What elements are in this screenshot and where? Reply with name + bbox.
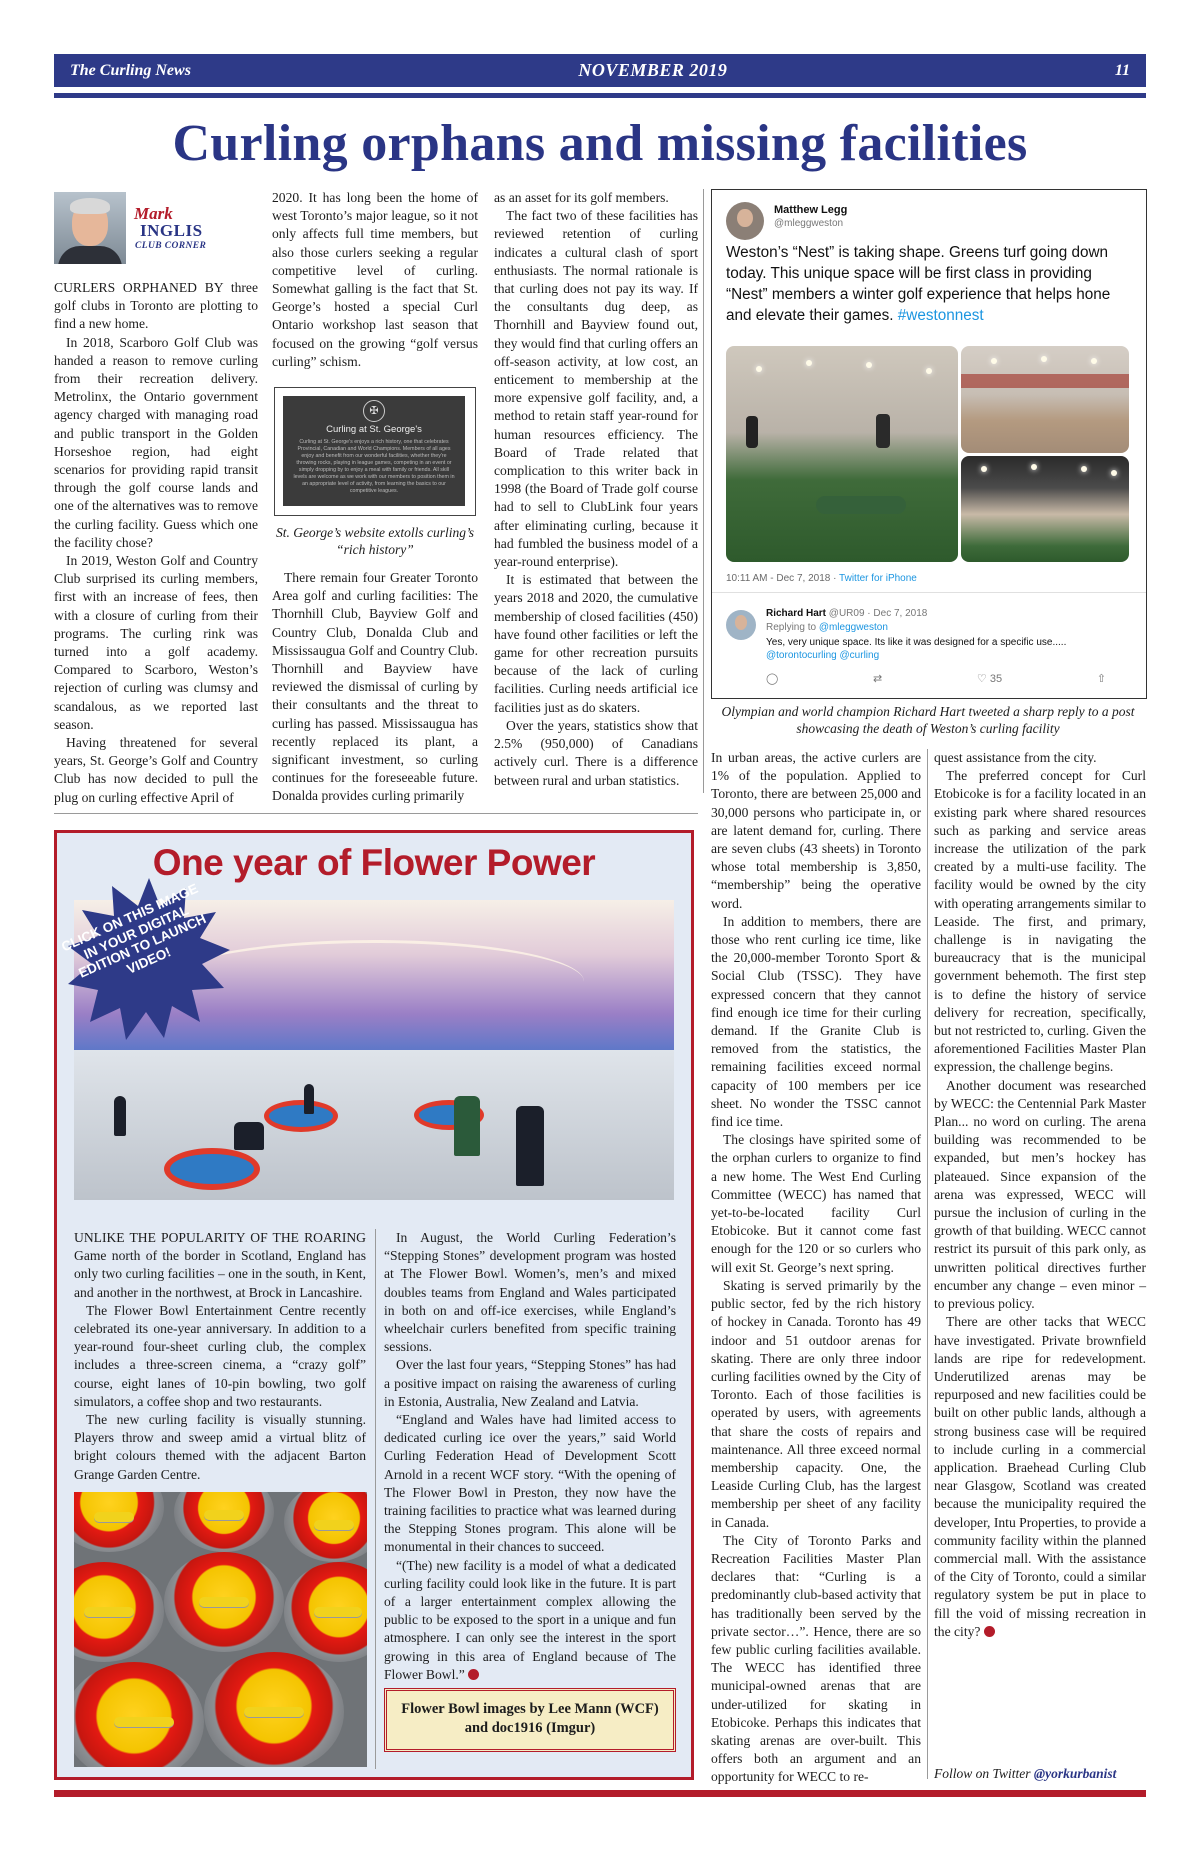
embedded-tweet <box>711 189 1147 699</box>
tweet-text: Weston’s “Nest” is taking shape. Greens turf going down today. This unique space will be first class in providing “Nest” members a winter golf experience that helps hone and elevate their games. #westonnest <box>726 244 1111 324</box>
paragraph: “(The) new facility is a model of what a dedicated curling facility could look like in the future. It is part of a larger entertainment complex allowing the public to be exposed to the sport in a unique and fun atmosphere. I can only see the interest in the sport growing in this area of England because of The Flower Bowl.” <box>384 1557 676 1682</box>
burst-text[interactable]: CLICK ON THIS IMAGE IN YOUR DIGITAL EDITION TO LAUNCH VIDEO! <box>59 880 209 981</box>
tweet-author-name: Matthew Legg <box>774 204 848 216</box>
twitter-handle-link[interactable]: @yorkurbanist <box>1033 1766 1117 1781</box>
paragraph: In addition to members, there are those who rent curling ice time, like the 20,000-member Toronto Sport & Social Club (TSSC). They have expressed concern that they cannot find enough ice time for their curling demand. If the Granite Club is removed from the statistics, the remaining facilities exceed normal capacity of 100 members per ice sheet. No wonder the TSSC cannot find ice time. <box>711 913 921 1130</box>
page-number: 11 <box>1114 61 1130 79</box>
like-button[interactable]: ♡ 35 <box>976 673 1003 685</box>
paragraph: In urban areas, the active curlers are 1% of the population. Applied to Toronto, there are between 25,000 and 30,000 persons who participate in, or are latent demand for, curling. There are seven clubs (43 sheets) in Toronto whose total membership is 3,850, “membership” being the operative word. <box>711 750 921 911</box>
replying-to: Replying to @mleggweston <box>766 622 888 633</box>
tweet-timestamp: 10:11 AM - Dec 7, 2018 · Twitter for iPhone <box>726 573 917 584</box>
twitter-follow: Follow on Twitter @yorkurbanist <box>934 1766 1117 1781</box>
end-mark-icon <box>468 1669 479 1680</box>
paragraph: There are other tacks that WECC have investigated. Private brownfield lands are ripe for redevelopment. Underutilized arenas may be repurposed and new facilities could be built on other public lands, although a strong business case will be required to include curling in a commercial application. Braehead Curling Club near Glasgow, Scotland was created because the municipality required the developer, Intu Properties, to provide a community facility within the planned commercial mall. With the assistance of the City of Toronto, could a similar regulatory system be put in place to fill the void of missing recreation in the city? <box>934 1314 1146 1639</box>
photo-credit: Flower Bowl images by Lee Mann (WCF) and doc1916 (Imgur) <box>401 1701 659 1736</box>
paragraph: It is estimated that between the years 2018 and 2020, the cumulative membership of closed facilities (450) have found other facilities or left the game for other recreation pursuits because of the lack of curling facilities. Curling needs artificial ice facilities just as do skaters. <box>494 572 698 715</box>
sidebar-column-1 <box>74 1229 366 1484</box>
reply-author: Richard Hart @UR09 · Dec 7, 2018 <box>766 608 928 619</box>
tweet-actions <box>766 672 1106 685</box>
author-last-name: INGLIS <box>140 221 203 240</box>
retweet-icon[interactable]: ⇄ <box>873 673 883 685</box>
column-divider <box>375 1229 376 1769</box>
st-georges-website-image <box>274 387 476 516</box>
tweet-caption: Olympian and world champion Richard Hart tweeted a sharp reply to a post showcasing the death of Weston’s curling facility <box>721 704 1135 736</box>
author-photo <box>54 192 126 264</box>
paragraph: CURLERS ORPHANED BY three golf clubs in Toronto are plotting to find a new home. <box>54 280 258 332</box>
inset-caption: St. George’s website extolls curling’s “rich history” <box>275 525 475 557</box>
article-column-2-bottom <box>272 569 478 806</box>
share-icon[interactable]: ⇧ <box>1096 673 1106 685</box>
paragraph: quest assistance from the city. <box>934 750 1097 765</box>
hashtag-link[interactable]: #westonnest <box>897 307 984 324</box>
avatar <box>726 610 756 640</box>
paragraph: The Flower Bowl Entertainment Centre recently celebrated its one-year anniversary. In addition to a year-round four-sheet curling club, the complex includes a three-screen cinema, a “crazy golf” course, eight lanes of 10-pin bowling, two golf simulators, a coffee shop and two restaurants. <box>74 1302 366 1409</box>
tweet-photo[interactable] <box>961 456 1129 562</box>
paragraph: as an asset for its golf members. <box>494 190 669 205</box>
paragraph: Skating is served primarily by the public sector, fed by the rich history of hockey in Canada. Toronto has 49 indoor and 51 outdoor arenas for skating. There are only three indoor curling facilities owned by the City of Toronto. Each of those facilities is operated by users, with agreements that share the costs of repairs and maintenance. All three exceed normal membership capacity. One, the Leaside Curling Club, has the largest membership per sheet of any facility in Canada. <box>711 1277 921 1530</box>
author-first-name: Mark <box>134 204 173 223</box>
column-name: CLUB CORNER <box>135 241 207 251</box>
paragraph: The preferred concept for Curl Etobicoke is for a facility located in an existing park where shared resources such as parking and service areas increase the utilization of the park created by a multi-use facility. The facility would be owned by the city with operating arrangements similar to Leaside. The first, and primary, challenge is in navigating the bureaucracy that is the municipal government behemoth. The first step is to define the history of service delivery for recreation, specifically, but not restricted to, curling. Given the aforementioned Facilities Master Plan expression, the challenge begins. <box>934 768 1146 1075</box>
paragraph: Over the years, statistics show that 2.5% (950,000) of Canadians actively curl. There is a difference between rural and urban statistics. <box>494 717 698 788</box>
column-divider <box>927 749 928 1779</box>
avatar <box>726 202 764 240</box>
page-title: Curling orphans and missing facilities <box>172 115 1028 172</box>
paragraph: In 2018, Scarboro Golf Club was handed a reason to remove curling from their recreation delivery. Metrolinx, the Ontario government agency charged with managing road and public transport in the Golden Horseshoe region, had eight scenarios for providing rapid transit through the golf course lands and one of the alternatives was to remove the curling facility. Guess which one the facility chose? <box>54 334 258 550</box>
paragraph: The closings have spirited some of the orphan curlers to organize to find a new home. The West End Curling Committee (WECC) has named that yet-to-be-located facility Curl Etobicoke. But it cannot come fast enough for the 120 or so curlers who will exit St. George’s next spring. <box>711 1132 921 1275</box>
inset-title: Curling at St. George's <box>326 424 422 435</box>
reply-icon[interactable]: ◯ <box>766 673 779 685</box>
inset-text: Curling at St. George's enjoys a rich history, one that celebrates Provincial, Canadian and World Champions. Members of all ages enjoy and benefit from our wonderful facilities, whether they're throwing rocks, playing in league games, competing in an event or simply dropping by to enjoy a meal with family or friends. All skill levels are welcome as we work with our members to position them in an appropriate level of activity, from learning the basics to our competitive leagues. <box>293 439 455 494</box>
tweet-author-handle: @mleggweston <box>774 218 844 229</box>
tweet-photo[interactable] <box>961 346 1129 453</box>
reply-text: Yes, very unique space. Its like it was designed for a specific use..... @torontocurling @curling <box>766 637 1067 661</box>
crest-icon: ✠ <box>363 400 385 422</box>
column-divider <box>703 189 704 793</box>
paragraph: There remain four Greater Toronto Area golf and curling facilities: The Thornhill Club, Bayview Golf and Country Club, Donalda Club and Mississaugua Golf and Country Club. Thornhill and Bayview have reviewed the dismissal of curling by their consultants and the threat to curling has passed. Mississaugua has recently replaced its plant, a significant investment, so curling continues for the foreseeable future. Donalda provides curling primarily <box>272 570 478 804</box>
paragraph: Having threatened for several years, St. George’s Golf and Country Club has now decided to pull the plug on curling effective April of <box>54 735 258 805</box>
masthead-rule <box>54 93 1146 98</box>
paragraph: Another document was researched by WECC: the Centennial Park Master Plan... no word on curling. The arena building was recommended to be expanded, but men’s hockey has plateaued. Since expansion of the arena was expressed, WECC will pursue the inclusion of curling in the growth of that building. WECC cannot restrict its pursuit of this park only, as unwritten political directives further encumber any change – even minor – to previous policy. <box>934 1077 1146 1312</box>
tweet-divider <box>712 592 1146 593</box>
sidebar-title: One year of Flower Power <box>152 842 596 883</box>
curling-stones-photo <box>74 1492 367 1767</box>
paragraph: In 2019, Weston Golf and Country Club surprised its curling members, first with an increase of fees, then with a closure of curling from their programs. The curling rink was turned into a golf academy. Compared to Scarboro, Weston’s rejection of curling was clumsy and scandalous, as we reported last season. <box>54 553 258 732</box>
reply-mentions[interactable]: @torontocurling @curling <box>766 650 880 661</box>
publication-name: The Curling News <box>70 61 191 79</box>
tweet-photo[interactable] <box>726 346 958 562</box>
article-column-4 <box>711 749 921 1787</box>
issue-date: NOVEMBER 2019 <box>578 60 728 80</box>
paragraph: The City of Toronto Parks and Recreation Facilities Master Plan declares that: “Curling is a predominantly club-based activity that has traditionally been served by the private sector…”. Hence, there are so few public curling facilities available. The WECC has identified three municipal-owned arenas that are under-utilized for skating in Etobicoke. Perhaps this indicates that skating arenas are over-built. This offers both an argument and an opportunity for WECC to re- <box>711 1532 921 1785</box>
section-divider <box>54 813 698 814</box>
article-column-5 <box>934 749 1146 1641</box>
article-column-1 <box>54 279 258 807</box>
end-mark-icon <box>984 1626 995 1637</box>
paragraph: 2020. It has long been the home of west Toronto’s major league, so it not only affects full time members, but also those curlers seeking a regular competitive level of curling. Somewhat galling is the fact that St. George’s hosted a special Curl Ontario workshop last season that focused on the growing “golf versus curling” schism. <box>272 190 478 369</box>
like-count: 35 <box>989 673 1003 685</box>
article-column-2-top <box>272 189 478 371</box>
footer-rule <box>54 1790 1146 1797</box>
paragraph: The new curling facility is visually stunning. Players throw and sweep amid a virtual blitz of bright colours themed with the adjacent Barton Grange Garden Centre. <box>74 1412 366 1482</box>
masthead-bar <box>54 54 1146 87</box>
sidebar-column-2 <box>384 1229 676 1684</box>
paragraph: In August, the World Curling Federation’s “Stepping Stones” development program was hosted at The Flower Bowl. Women’s, men’s and mixed doubles teams from England and Wales participated in both on and off-ice exercises, while England’s wheelchair curlers benefited from specific training sessions. <box>384 1230 676 1355</box>
paragraph: UNLIKE THE POPULARITY OF THE ROARING Game north of the border in Scotland, England has only two curling facilities – one in the south, in Kent, and another in the northwest, at Brock in Lancashire. <box>74 1230 366 1300</box>
paragraph: “England and Wales have had limited access to dedicated curling ice over the years,” said World Curling Federation Head of Development Scott Arnold in a recent WCF story. “With the opening of The Flower Bowl in Preston, they now have the training facilities to practice what was learned during the Stepping Stones program. This alone will be monumental in their chances to succeed. <box>384 1412 676 1555</box>
article-column-3 <box>494 189 698 790</box>
paragraph: Over the last four years, “Stepping Stones” has had a positive impact on raising the awareness of curling in Estonia, Australia, New Zealand and Latvia. <box>384 1357 676 1409</box>
paragraph: The fact two of these facilities has reviewed retention of curling indicates a cultural clash of sport enthusiasts. The normal rationale is that curling does not pay its way. If the consultants dug deep, as Thornhill and Bayview found out, they would find that curling offers an off-season activity, at low cost, an enticement to membership at the more expensive golf facility, and, a method to retain staff year-round for human resources efficiency. The Board of Trade related that complication to this writer back in 1998 (the Board of Trade golf course had to sell to ClubLink four years after eliminating curling, because it had fumbled the business model of a year-round enterprise). <box>494 208 698 570</box>
